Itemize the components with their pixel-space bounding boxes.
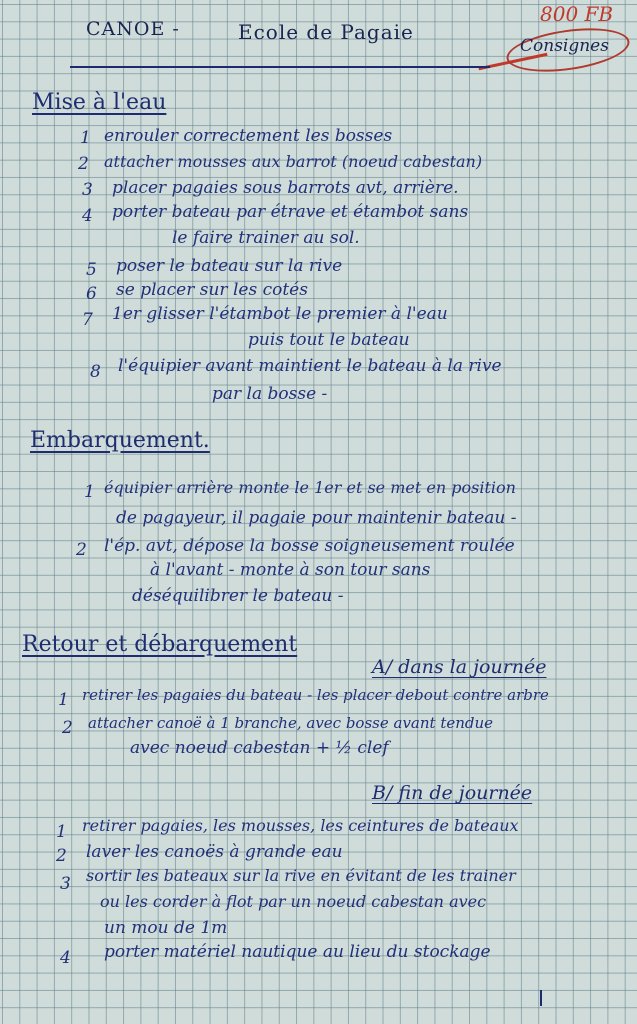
ret-b-item-2-num: 2 bbox=[56, 846, 67, 866]
ret-b-item-1: retirer pagaies, les mousses, les ceintures de bateaux bbox=[82, 816, 519, 835]
mise-item-4: porter bateau par étrave et étambot sans bbox=[112, 202, 469, 222]
subsection-b-title: B/ fin de journée bbox=[372, 782, 533, 804]
mise-item-2: attacher mousses aux barrot (noeud cabestan) bbox=[104, 152, 483, 171]
ret-a-item-2: attacher canoë à 1 branche, avec bosse avant tendue bbox=[88, 714, 494, 732]
consignes-badge: Consignes bbox=[520, 36, 609, 56]
mise-item-5: poser le bateau sur la rive bbox=[116, 256, 343, 276]
mise-item-6: se placer sur les cotés bbox=[116, 280, 308, 300]
ret-b-item-1-num: 1 bbox=[56, 822, 67, 842]
header-title: Ecole de Pagaie bbox=[238, 20, 414, 44]
ret-a-item-2-num: 2 bbox=[62, 718, 73, 738]
ret-b-item-2: laver les canoës à grande eau bbox=[86, 842, 343, 862]
ret-b-item-3-cont2: un mou de 1m bbox=[104, 918, 228, 938]
emb-item-2-cont: à l'avant - monte à son tour sans bbox=[150, 560, 431, 580]
mise-item-8: l'équipier avant maintient le bateau à la rive bbox=[118, 356, 502, 376]
ret-a-item-1-num: 1 bbox=[58, 690, 69, 710]
section-title-mise-a-l-eau: Mise à l'eau bbox=[32, 90, 167, 115]
ret-b-item-3-cont: ou les corder à flot par un noeud cabestan avec bbox=[100, 892, 487, 911]
mise-item-7-num: 7 bbox=[82, 310, 93, 330]
header-rule bbox=[70, 66, 490, 68]
emb-item-1-cont: de pagayeur, il pagaie pour maintenir bateau - bbox=[116, 508, 517, 528]
mise-item-7: 1er glisser l'étambot le premier à l'eau bbox=[112, 304, 448, 324]
mise-item-8-cont: par la bosse - bbox=[212, 384, 328, 404]
emb-item-2-cont2: déséquilibrer le bateau - bbox=[132, 586, 344, 606]
mise-item-2-num: 2 bbox=[78, 154, 89, 174]
ret-b-item-4: porter matériel nautique au lieu du stockage bbox=[104, 942, 491, 962]
mise-item-3-num: 3 bbox=[82, 180, 93, 200]
ret-b-item-3: sortir les bateaux sur la rive en évitant de les trainer bbox=[86, 866, 516, 885]
emb-item-1: équipier arrière monte le 1er et se met en position bbox=[104, 478, 516, 497]
header-left: CANOE - bbox=[86, 18, 180, 40]
section-title-retour: Retour et débarquement bbox=[22, 632, 298, 657]
red-stamp: 800 FB bbox=[540, 2, 614, 26]
emb-item-1-num: 1 bbox=[84, 482, 95, 502]
mise-item-1-num: 1 bbox=[80, 128, 91, 148]
mise-item-4-num: 4 bbox=[82, 206, 93, 226]
mise-item-5-num: 5 bbox=[86, 260, 97, 280]
ret-b-item-3-num: 3 bbox=[60, 874, 71, 894]
ret-a-item-2-cont: avec noeud cabestan + ½ clef bbox=[130, 738, 389, 758]
section-title-embarquement: Embarquement. bbox=[30, 428, 210, 453]
subsection-a-title: A/ dans la journée bbox=[372, 656, 547, 678]
emb-item-2-num: 2 bbox=[76, 540, 87, 560]
bottom-tick-mark bbox=[540, 990, 542, 1006]
mise-item-4-cont: le faire trainer au sol. bbox=[172, 228, 360, 248]
mise-item-6-num: 6 bbox=[86, 284, 97, 304]
mise-item-3: placer pagaies sous barrots avt, arrière. bbox=[112, 178, 459, 198]
ret-a-item-1: retirer les pagaies du bateau - les placer debout contre arbre bbox=[82, 686, 549, 704]
mise-item-8-num: 8 bbox=[90, 362, 101, 382]
ret-b-item-4-num: 4 bbox=[60, 948, 71, 968]
emb-item-2: l'ép. avt, dépose la bosse soigneusement roulée bbox=[104, 536, 515, 556]
mise-item-1: enrouler correctement les bosses bbox=[104, 126, 393, 146]
mise-item-7-cont: puis tout le bateau bbox=[248, 330, 410, 350]
